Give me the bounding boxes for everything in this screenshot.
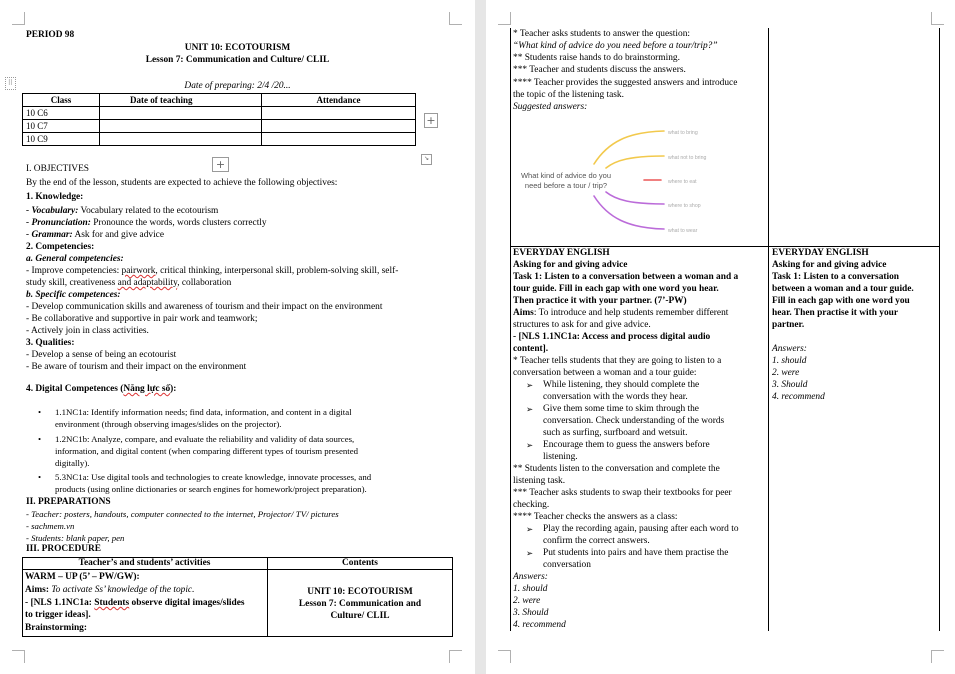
qualities-line: - Develop a sense of being an ecotourist: [26, 350, 177, 360]
warmup-heading: WARM – UP (5’ – PW/GW):: [25, 572, 140, 582]
mindmap-center-line2: need before a tour / trip?: [524, 181, 608, 190]
sub-step-line: Give them some time to skim through the: [543, 404, 699, 414]
unit-title: UNIT 10: ECOTOURISM: [184, 43, 291, 53]
knowledge-heading: 1. Knowledge:: [26, 192, 84, 202]
sub-heading: Asking for and giving advice: [772, 260, 887, 270]
prep-teacher-link: - sachmem.vn: [26, 521, 75, 531]
answer-item: 1. should: [772, 356, 807, 366]
task-line: partner.: [772, 320, 805, 330]
sub-step-line: Put students into pairs and have them practise the: [543, 548, 729, 558]
add-column-icon[interactable]: +: [424, 113, 438, 128]
competencies-heading: 2. Competencies:: [26, 242, 95, 252]
table-row: [23, 133, 416, 146]
digital-item-line: environment (through observing images/slides on the projector).: [55, 419, 282, 429]
crop-mark: [12, 650, 25, 663]
sub-step-line: conversation with the words they hear.: [543, 392, 688, 402]
nls-line-2: content].: [513, 344, 549, 354]
answers-label: Answers:: [772, 344, 807, 354]
sub-step-line: conversation. Check understanding of the words: [543, 416, 725, 426]
objectives-intro: By the end of the lesson, students are expected to achieve the following objectives:: [26, 178, 338, 188]
aims-line: Aims: To introduce and help students remember different: [513, 308, 729, 318]
mindmap-branch: [606, 192, 664, 204]
task-line: Then practice it with your partner. (7’-PW): [513, 296, 687, 306]
date-cell[interactable]: [100, 107, 262, 120]
sub-step-line: such as surfing, surfboard and wetsuit.: [543, 428, 688, 438]
answer-item: 2. were: [513, 596, 541, 606]
arrow-bullet-icon: ➢: [526, 440, 534, 450]
crop-mark: [449, 12, 462, 25]
general-competencies-line1: - Improve competencies: pairwork, critical thinking, interpersonal skill, problem-solving skill, self-: [26, 266, 399, 276]
step-line: *** Teacher asks students to swap their textbooks for peer: [513, 488, 732, 498]
header-activities: Teacher’s and students’ activities: [78, 558, 211, 568]
add-row-icon[interactable]: +: [212, 157, 229, 172]
step-line: * Teacher asks students to answer the question:: [513, 29, 690, 39]
attendance-cell[interactable]: [262, 107, 416, 120]
crop-mark: [931, 12, 944, 25]
header-attendance: Attendance: [262, 94, 416, 107]
step-line: conversation between a woman and a tour guide:: [513, 368, 697, 378]
nls-line: - [NLS 1.1NC1a: Students observe digital images/slides: [25, 598, 245, 608]
resize-handle-icon[interactable]: ↘: [421, 154, 432, 165]
digital-item-line: 1.2NC1b: Analyze, compare, and evaluate the reliability and validity of data sources,: [55, 434, 355, 444]
crop-mark: [498, 12, 511, 25]
sub-step-line: conversation: [543, 560, 591, 570]
digital-item-line: 5.3NC1a: Use digital tools and technologies to create knowledge, innovate processes, and: [55, 472, 372, 482]
header-contents: Contents: [342, 558, 378, 568]
table-border: [939, 28, 940, 631]
mindmap-branch-label: what to wear: [668, 228, 698, 234]
attendance-table: [22, 93, 416, 146]
step-line: ** Students listen to the conversation and complete the: [513, 464, 720, 474]
bullet-icon: •: [38, 472, 42, 482]
header-date-of-teaching: Date of teaching: [100, 94, 262, 107]
prep-students: - Students: blank paper, pen: [26, 533, 125, 543]
sub-step-line: confirm the correct answers.: [543, 536, 650, 546]
crop-mark: [449, 650, 462, 663]
attendance-cell[interactable]: [262, 120, 416, 133]
date-cell[interactable]: [100, 120, 262, 133]
prep-teacher: - Teacher: posters, handouts, computer connected to the internet, Projector/ TV/ pictures: [26, 509, 339, 519]
answers-label: Answers:: [513, 572, 548, 582]
attendance-cell[interactable]: [262, 133, 416, 146]
table-border: [510, 28, 511, 631]
sub-step-line: Play the recording again, pausing after each word to: [543, 524, 739, 534]
mindmap-branch-label: what not to bring: [668, 155, 707, 161]
table-move-handle-icon[interactable]: ⠿: [5, 77, 16, 90]
content-lesson-2: Culture/ CLIL: [330, 611, 390, 621]
mindmap-center-line1: What kind of advice do you: [520, 171, 612, 180]
step-line: * Teacher tells students that they are going to listen to a: [513, 356, 722, 366]
general-competencies-heading: a. General competencies:: [26, 254, 124, 264]
step-line: **** Teacher provides the suggested answers and introduce: [513, 78, 738, 88]
step-line: *** Teacher and students discuss the answers.: [513, 65, 686, 75]
mindmap-branch-label: where to eat: [668, 179, 697, 185]
aims-line-2: structures to ask for and give advice.: [513, 320, 651, 330]
header-class: Class: [23, 94, 100, 107]
task-line: between a woman and a tour guide.: [772, 284, 914, 294]
table-row: [23, 107, 416, 120]
period-label: PERIOD 98: [26, 30, 75, 40]
class-cell: 10 C6: [23, 107, 100, 120]
document-page-left: [0, 0, 475, 674]
nls-line-2: to trigger ideas].: [25, 610, 91, 620]
grammar-line: - Grammar: Ask for and give advice: [26, 230, 165, 240]
nls-line: - [NLS 1.1NC1a: Access and process digital audio: [513, 332, 711, 342]
pronunciation-line: - Pronunciation: Pronounce the words, words clusters correctly: [26, 218, 267, 228]
vocabulary-line: - Vocabulary: Vocabulary related to the ecotourism: [26, 206, 219, 216]
sub-step-line: While listening, they should complete the: [543, 380, 700, 390]
mindmap-branch-label: what to bring: [668, 130, 698, 136]
bullet-icon: •: [38, 407, 42, 417]
mindmap-branch-label: where to shop: [668, 203, 701, 209]
digital-item-line: products (using online dictionaries or search engines for homework/project preparation).: [55, 484, 367, 494]
answer-item: 4. recommend: [772, 392, 825, 402]
specific-line: - Actively join in class activities.: [26, 326, 149, 336]
arrow-bullet-icon: ➢: [526, 548, 534, 558]
suggested-answers-label: Suggested answers:: [513, 102, 588, 112]
crop-mark: [498, 650, 511, 663]
step-line: checking.: [513, 500, 550, 510]
lesson-title: Lesson 7: Communication and Culture/ CLIL: [145, 55, 330, 65]
content-lesson: Lesson 7: Communication and: [298, 599, 422, 609]
task-line: hear. Then practise it with your: [772, 308, 899, 318]
table-divider: [768, 28, 769, 631]
sub-step-line: listening.: [543, 452, 578, 462]
mindmap-branch: [606, 156, 664, 168]
answer-item: 3. Should: [772, 380, 808, 390]
digital-item-line: information, and digital content (when comparing different types of tourism presented: [55, 446, 359, 456]
sub-heading: Asking for and giving advice: [513, 260, 628, 270]
step-line: listening task.: [513, 476, 566, 486]
step-line: ** Students raise hands to do brainstorming.: [513, 53, 680, 63]
date-of-preparing: Date of preparing: 2/4 /20...: [184, 81, 291, 91]
crop-mark: [931, 650, 944, 663]
everyday-english-heading: EVERYDAY ENGLISH: [772, 248, 869, 258]
task-line: Task 1: Listen to a conversation: [772, 272, 900, 282]
mindmap-diagram: [516, 120, 766, 242]
specific-competences-heading: b. Specific competences:: [26, 290, 121, 300]
arrow-bullet-icon: ➢: [526, 404, 534, 414]
specific-line: - Develop communication skills and awareness of tourism and their impact on the environment: [26, 302, 383, 312]
arrow-bullet-icon: ➢: [526, 380, 534, 390]
preparations-heading: II. PREPARATIONS: [26, 497, 111, 507]
brainstorming-label: Brainstorming:: [25, 623, 87, 633]
digital-item-line: digitally).: [55, 458, 90, 468]
answer-item: 1. should: [513, 584, 548, 594]
task-line: Task 1: Listen to a conversation between a woman and a: [513, 272, 739, 282]
date-cell[interactable]: [100, 133, 262, 146]
everyday-english-heading: EVERYDAY ENGLISH: [513, 248, 610, 258]
table-row: [23, 120, 416, 133]
answer-item: 3. Should: [513, 608, 549, 618]
arrow-bullet-icon: ➢: [526, 524, 534, 534]
class-cell: 10 C7: [23, 120, 100, 133]
answer-item: 2. were: [772, 368, 800, 378]
aims-line: Aims: To activate Ss’ knowledge of the topic.: [25, 585, 195, 595]
sub-step-line: Encourage them to guess the answers before: [543, 440, 710, 450]
document-page-right: [486, 0, 955, 674]
digital-item-line: 1.1NC1a: Identify information needs; find data, information, and content in a digital: [55, 407, 352, 417]
table-divider: [22, 569, 452, 570]
crop-mark: [12, 12, 25, 25]
question-line: “What kind of advice do you need before a tour/trip?”: [513, 41, 718, 51]
table-header-row: [23, 94, 416, 107]
bullet-icon: •: [38, 434, 42, 444]
qualities-heading: 3. Qualities:: [26, 338, 75, 348]
step-line: **** Teacher checks the answers as a class:: [513, 512, 678, 522]
objectives-heading: I. OBJECTIVES: [26, 164, 90, 174]
answer-item: 4. recommend: [513, 620, 566, 630]
general-competencies-line2: study skill, creativeness and adaptability, collaboration: [26, 278, 232, 288]
qualities-line: - Be aware of tourism and their impact on the environment: [26, 362, 247, 372]
digital-competences-heading: 4. Digital Competences (Năng lực số):: [26, 384, 177, 394]
task-line: tour guide. Fill in each gap with one word you hear.: [513, 284, 719, 294]
procedure-heading: III. PROCEDURE: [26, 544, 102, 554]
class-cell: 10 C9: [23, 133, 100, 146]
content-unit: UNIT 10: ECOTOURISM: [307, 587, 413, 597]
specific-line: - Be collaborative and supportive in pair work and teamwork;: [26, 314, 258, 324]
step-line: the topic of the listening task.: [513, 90, 624, 100]
task-line: Fill in each gap with one word you: [772, 296, 910, 306]
